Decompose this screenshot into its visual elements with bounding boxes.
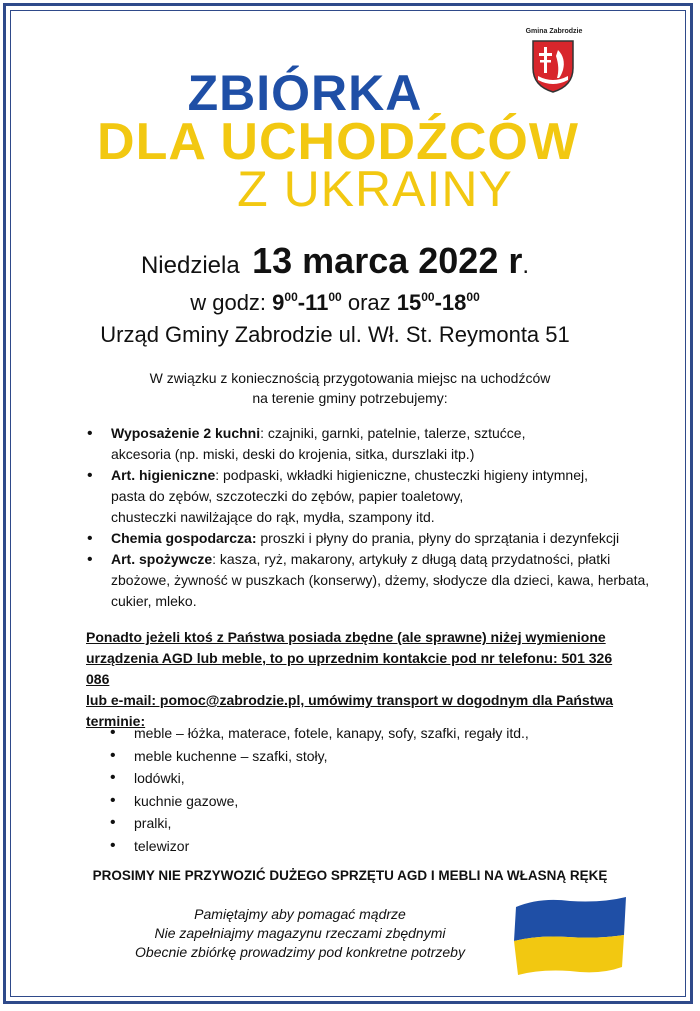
time-1: $9^{00}-11^{00}$ (272, 290, 342, 315)
time-2: $15^{00}-18^{00}$ (396, 290, 480, 315)
list-item: • Wyposażenie 2 kuchni: czajniki, garnki, patelnie, talerze, sztućce, akcesoria (np. miski, deski do krojenia, sitka, durszlaki itp.) (85, 423, 665, 465)
warning-text: PROSIMY NIE PRZYWOZIĆ DUŻEGO SPRZĘTU AGD I MEBLI NA WŁASNĄ RĘKĘ (92, 868, 608, 883)
list-item: • lodówki, (108, 767, 588, 790)
hours-prefix: w godz: (190, 290, 273, 315)
needs-list (85, 423, 665, 612)
donation-paragraph: Ponadto jeżeli ktoś z Państwa posiada zbędne (ale sprawne) niżej wymienione urządzenia AGD lub meble, to po uprzednim kontakcie pod nr telefonu: 501 326 086 lub e-mail: pomoc@zabrodzie.pl, umówimy transport w dogodnym dla Państwa terminie: (86, 629, 614, 729)
hours-mid: oraz (341, 290, 397, 315)
event-hours (0, 290, 670, 316)
list-item: • Art. spożywcze: kasza, ryż, makarony, artykuły z długą datą przydatności, płatki zbożowe, żywność w puszkach (konserwy), dżemy, słodycze dla dzieci, kawa, herbata, cukier, mleko. (85, 549, 665, 612)
appliances-list (108, 722, 588, 857)
event-date-value: 13 marca 2022 r (252, 240, 523, 281)
list-item: • Art. higieniczne: podpaski, wkładki higieniczne, chusteczki higieny intymnej, pasta do zębów, szczoteczki do zębów, papier toaletowy, chusteczki nawilżające do rąk, mydła, szampony itd. (85, 465, 665, 528)
event-date (0, 240, 670, 282)
list-item: • kuchnie gazowe, (108, 790, 588, 813)
list-item: • meble kuchenne – szafki, stoły, (108, 745, 588, 768)
event-address: Urząd Gminy Zabrodzie ul. Wł. St. Reymonta 51 (100, 322, 570, 347)
ukraine-flag-icon (510, 893, 630, 978)
list-item: • meble – łóżka, materace, fotele, kanapy, sofy, szafki, regały itd., (108, 722, 588, 745)
list-item: • telewizor (108, 835, 588, 858)
intro-text: W związku z koniecznością przygotowania miejsc na uchodźców na terenie gminy potrzebujemy: (149, 370, 551, 406)
crest-label: Gmina Zabrodzie (525, 28, 583, 35)
event-date-tail: . (522, 252, 530, 279)
closing-text: Pamiętajmy aby pomagać mądrze Nie zapełniajmy magazynu rzeczami zbędnymi Obecnie zbiórkę prowadzimy pod konkretne potrzeby (135, 906, 465, 960)
headline-line-1: ZBIÓRKA (187, 65, 423, 121)
headline-line-3: Z UKRAINY (237, 161, 513, 217)
list-item: • Chemia gospodarcza: proszki i płyny do prania, płyny do sprzątania i dezynfekcji (85, 528, 665, 549)
list-item: • pralki, (108, 812, 588, 835)
event-day: Niedziela (140, 252, 240, 279)
headline-line-2: DLA UCHODŹCÓW (97, 113, 579, 171)
